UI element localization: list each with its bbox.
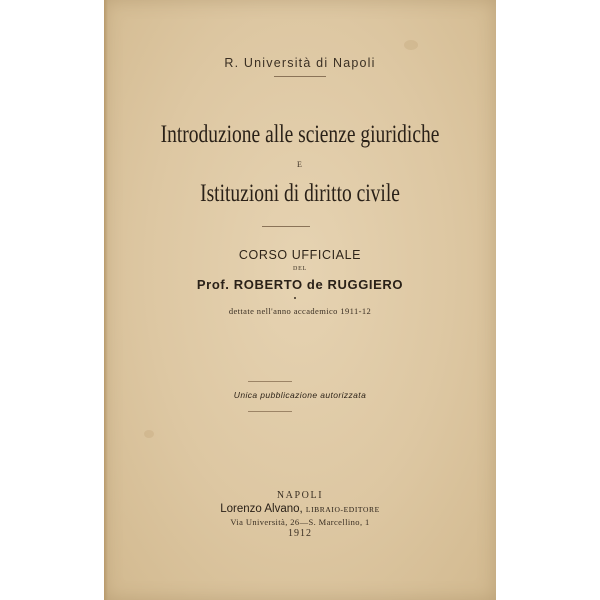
course-label: CORSO UFFICIALE	[238, 248, 362, 262]
university-heading: R. Università di Napoli	[224, 56, 376, 70]
publisher-role: LIBRAIO-EDITORE	[305, 505, 380, 514]
author-line	[104, 277, 496, 292]
title-conjunction: E	[297, 160, 303, 169]
imprint-address: Via Università, 26—S. Marcellino, 1	[230, 517, 370, 527]
separator-rule	[274, 76, 326, 77]
title-line-1: Introduzione alle scienze giuridiche	[160, 121, 440, 148]
academic-year-note: dettate nell'anno accademico 1911-12	[228, 306, 372, 316]
imprint-city: NAPOLI	[276, 490, 324, 501]
publisher-name: Lorenzo Alvano,	[220, 503, 303, 515]
ornament-dot	[294, 297, 296, 299]
imprint-year: 1912	[288, 528, 312, 539]
author-name: ROBERTO de RUGGIERO	[233, 277, 404, 292]
authorized-publication-note: Unica pubblicazione autorizzata	[233, 390, 367, 400]
imprint-publisher	[104, 503, 496, 515]
book-title-page	[104, 0, 496, 600]
foxing-spot	[404, 40, 418, 50]
author-preposition: DEL	[292, 266, 308, 272]
separator-rule	[248, 411, 292, 412]
separator-rule	[248, 381, 292, 382]
foxing-spot	[144, 430, 154, 438]
title-line-2: Istituzioni di diritto civile	[200, 180, 400, 207]
author-prefix: Prof.	[196, 277, 230, 292]
separator-rule	[262, 226, 310, 227]
